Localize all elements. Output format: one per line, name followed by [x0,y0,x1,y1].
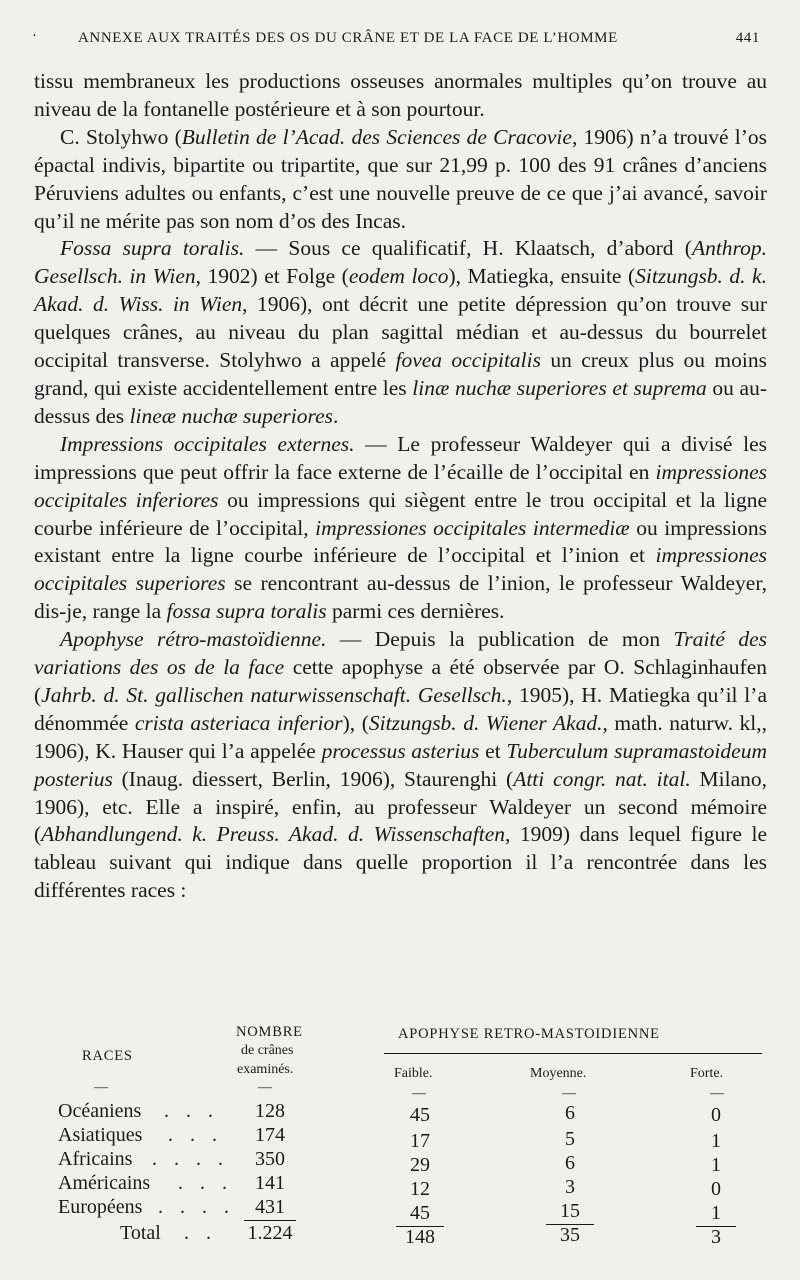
faible-cell: 29 [410,1154,430,1176]
text-run: se rencontrant au-dessus de l’inion, le professeur Waldeyer, dis-je, range la [34,571,768,624]
latin-term: impressiones occipitales inferiores [34,459,767,512]
latin-term: Tuberculum supramastoideum posterius [34,738,767,791]
forte-cell: 1 [711,1130,721,1152]
total-nombre: 1.224 [247,1222,293,1244]
citation: Sitzungsb. d. Wiener Akad. [368,710,603,735]
dash-faible: — [412,1086,426,1101]
text-run: , 1909) dans lequel figure le tableau suivant qui indique dans quelle proportion il l’a rencontrée dans les différentes races : [34,822,767,903]
citation: Anthrop. Gesellsch. in Wien [34,236,767,289]
total-forte: 3 [711,1226,721,1248]
leader-dots: . . . [178,1172,233,1194]
faible-cell: 12 [410,1178,430,1200]
latin-term: impressiones occipitales intermediæ [315,515,630,540]
col-nombre-sub2: examinés. [237,1062,294,1077]
race-label: Océaniens [58,1100,142,1122]
latin-term: processus asterius [321,738,480,763]
citation: Sitzungsb. d. k. Akad. d. Wiss. in Wien [34,264,767,317]
paragraph-2 [34,124,767,236]
group-rule [384,1053,762,1054]
paragraph-1: tissu membraneux les productions osseuses anormales multiples qu’on trouve au niveau de la fontanelle postérieure et à son pourtour. [34,69,767,121]
section-term: Apophyse rétro-mastoïdienne. [60,627,327,652]
dash-moyenne: — [562,1086,576,1101]
race-label: Africains [58,1148,133,1170]
faible-cell: 45 [410,1202,430,1224]
running-title: ANNEXE AUX TRAITÉS DES OS DU CRÂNE ET DE LA FACE DE L’HOMME [78,30,618,46]
latin-term: linæ nuchæ superiores et suprema [412,375,707,400]
header-dot: · [32,28,38,44]
text-run: et [479,738,507,763]
citation: Abhandlungend. k. Preuss. Akad. d. Wissenschaften [41,822,506,847]
col-nombre-header: NOMBRE [236,1024,303,1040]
race-label: Asiatiques [58,1124,143,1146]
citation: Traité des variations des os de la face [34,627,767,680]
text-run: , 1902) et Folge ( [195,264,349,289]
text-run: ), ( [342,710,369,735]
text-run: cette apophyse a été observée par O. Schlaginhaufen ( [34,655,767,707]
group-header: APOPHYSE RETRO-MASTOIDIENNE [398,1026,660,1042]
leader-dots: . . . . [152,1148,229,1170]
latin-term: fossa supra toralis [166,599,327,624]
citation: Atti congr. nat. ital. [513,766,691,791]
total-label: Total [120,1222,161,1244]
latin-term: lineæ nuchæ superiores [129,403,334,428]
text-run: un creux plus ou moins grand, qui existe accidentellement entre les [34,348,767,400]
col-races-header: RACES [82,1048,133,1064]
citation: Jahrb. d. St. gallischen naturwissenschaft. Gesellsch. [41,682,507,707]
text-run: (Inaug. diessert, Berlin, 1906), Staurenghi ( [112,766,514,791]
dash-nombre: — [258,1080,272,1095]
race-label: Européens [58,1196,143,1218]
paragraph-3 [34,235,767,430]
total-faible: 148 [405,1226,435,1248]
text-run: parmi ces dernières. [326,599,505,624]
faible-cell: 45 [410,1104,430,1126]
page-number: 441 [735,30,760,46]
text-run: , 1906) n’a trouvé l’os épactal indivis, bipartite ou tripartite, que sur 21,99 p. 100 des 91 crânes d’anciens Péruviens adultes ou enfants, c’est une nouvelle preuve de ce que j’ai avancé, savoir qu’il ne mérite pas son nom d’os des Incas. [34,124,767,233]
forte-cell: 0 [711,1104,721,1126]
nombre-cell: 350 [255,1148,285,1170]
col-moyenne-header: Moyenne. [530,1066,587,1081]
leader-dots: . . [184,1222,217,1244]
text-run: ), Matiegka, ensuite ( [448,264,636,289]
text-run: ou impressions existant entre la ligne courbe inférieure de l’occipital et l’inion et [34,515,767,568]
races-table [34,1022,774,1252]
dash-forte: — [710,1086,724,1101]
forte-cell: 1 [711,1154,721,1176]
text-run: ou au-dessus des [34,375,767,428]
citation: Bulletin de l’Acad. des Sciences de Cracovie [181,124,572,149]
section-term: Fossa supra toralis. [60,236,245,261]
body-text [34,68,767,905]
text-run: — Le professeur Waldeyer qui a divisé les impressions que peut offrir la face externe de l’écaille de l’occipital en [34,431,767,484]
moyenne-cell: 3 [565,1176,575,1198]
race-label: Américains [58,1172,151,1194]
moyenne-cell: 6 [565,1152,575,1174]
text-run: Milano, 1906), etc. Elle a inspiré, enfin, au professeur Waldeyer un second mémoire ( [34,766,768,847]
total-moyenne: 35 [560,1224,580,1246]
nombre-cell: 174 [255,1124,285,1146]
moyenne-cell: 15 [560,1200,580,1222]
dash-races: — [94,1080,108,1095]
text-run: C. Stolyhwo ( [60,124,182,149]
col-faible-header: Faible. [394,1066,433,1081]
text-run: — Sous ce qualificatif, H. Klaatsch, d’abord ( [244,236,692,261]
forte-cell: 1 [711,1202,721,1224]
nombre-cell: 141 [255,1172,285,1194]
text-run: ou impressions qui siègent entre le trou occipital et la ligne courbe inférieure de l’occipital, [34,487,767,540]
text-run: , 1906), ont décrit une petite dépression qu’on trouve sur quelques crânes, au niveau du plan sagittal médian et au-dessus du bourrelet occipital transverse. Stolyhwo a appelé [34,292,767,373]
section-term: Impressions occipitales externes. [60,431,355,456]
leader-dots: . . . [168,1124,223,1146]
latin-term: impressiones occipitales superiores [34,543,767,596]
paragraph-5 [34,626,767,905]
forte-cell: 0 [711,1178,721,1200]
nombre-cell: 128 [255,1100,285,1122]
latin-term: crista asteriaca inferior [134,710,343,735]
col-nombre-sub1: de crânes [241,1043,294,1058]
leader-dots: . . . [164,1100,219,1122]
citation: eodem loco [348,264,449,289]
text-run: — Depuis la publication de mon [326,627,674,652]
latin-term: fovea occipitalis [395,348,541,373]
text-run: , 1905), H. Matiegka qu’il l’a dénommée [34,682,767,735]
sum-rule [244,1220,296,1221]
nombre-cell: 431 [255,1196,285,1218]
faible-cell: 17 [410,1130,430,1152]
text-run: . [333,403,339,428]
paragraph-4 [34,431,767,626]
col-forte-header: Forte. [690,1066,724,1081]
leader-dots: . . . . [158,1196,235,1218]
text-run: , math. naturw. kl,, 1906), K. Hauser qui l’a appelée [34,710,767,763]
moyenne-cell: 5 [565,1128,575,1150]
moyenne-cell: 6 [565,1102,575,1124]
